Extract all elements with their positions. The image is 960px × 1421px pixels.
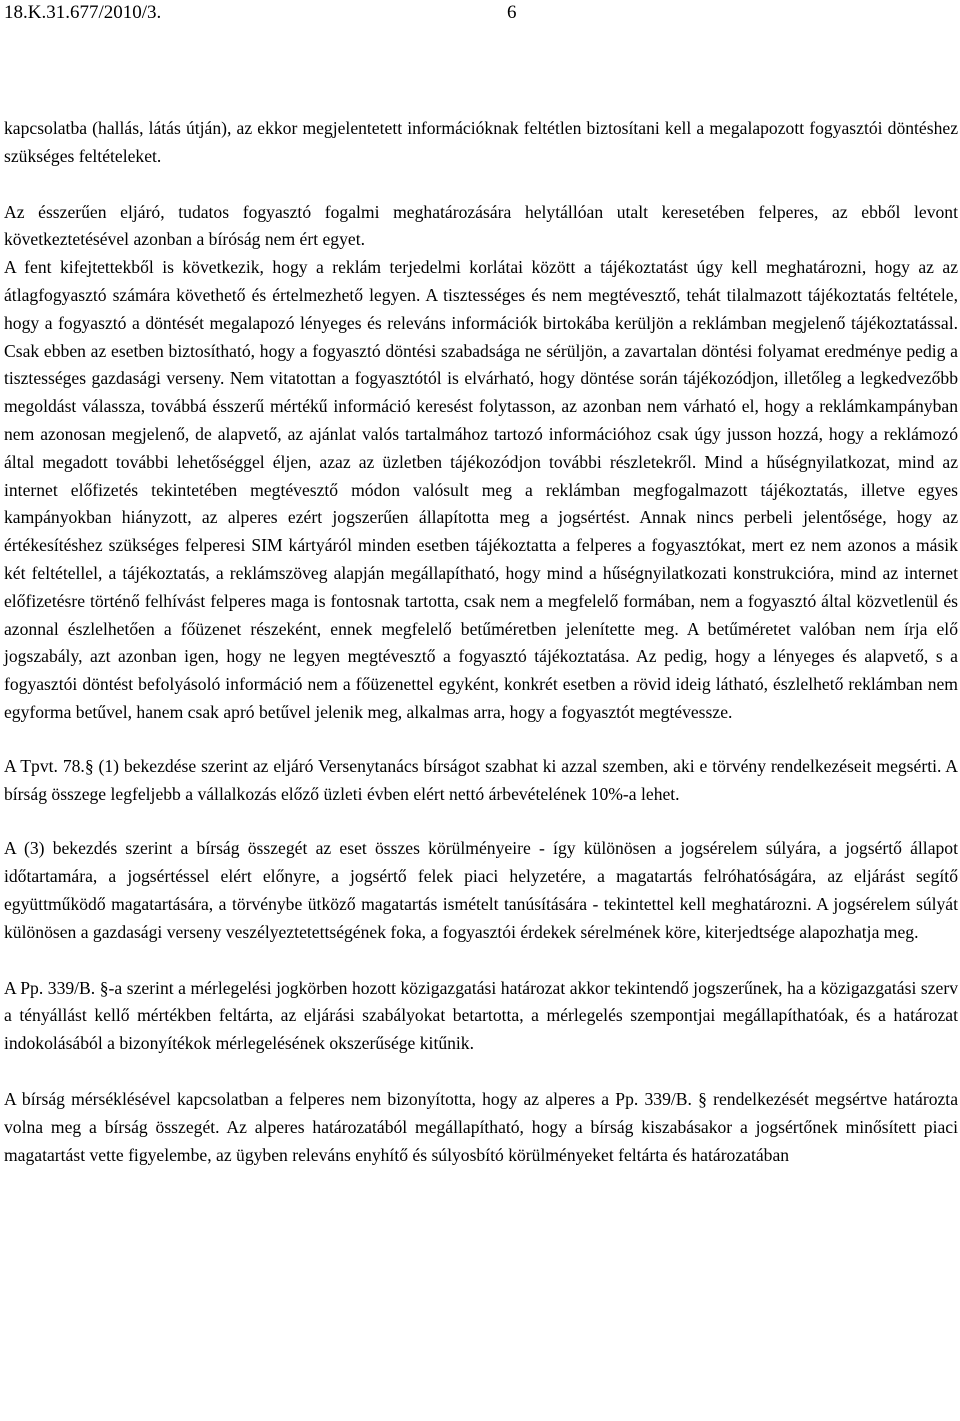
paragraph-fine-factors: A (3) bekezdés szerint a bírság összegét az eset összes körülményeire - így különösen a jogsérelem súlyára, a jogsértő állapot időtartamára, a jogsértéssel elért előnyre, a jogsértő felek piaci helyzetére, a magatartás felróhatóságára, az eljárást segítő együttműködő magatartására, a törvénybe ütköző magatartás ismételt tanúsítására - tekintettel kell meghatározni. A jogsérelem súlyát különösen a gazdasági verseny veszélyeztetettségének foka, a fogyasztói érdekek sérelmének köre, kiterjedtsége alapozhatja meg.	[4, 838, 958, 942]
page-number: 6	[507, 2, 517, 23]
paragraph-fine-reduction: A bírság mérséklésével kapcsolatban a felperes nem bizonyította, hogy az alperes a Pp. 339/B. § rendelkezését megsértve határozta volna meg a bírság összegét. Az alperes határozatából megállapítható, hogy a bírság kiszabásakor a jogsértőnek minősített piaci magatartást vette figyelembe, az ügyben releváns enyhítő és súlyosbító körülményeket feltárta és határozatában	[4, 1088, 958, 1165]
paragraph-tpvt-78: A Tpvt. 78.§ (1) bekezdése szerint az eljáró Versenytanács bírságot szabhat ki azzal szemben, aki e törvény rendelkezéseit megsérti. A bírság összege legfeljebb a vállalkozás előző üzleti évben elért nettó árbevételének 10%-a lehet.	[4, 755, 958, 804]
paragraph-reasonable-consumer: Az ésszerűen eljáró, tudatos fogyasztó fogalmi meghatározására helytállóan utalt keresetében felperes, az ebből levont következtetésével azonban a bíróság nem ért egyet.	[4, 201, 958, 250]
case-reference: 18.K.31.677/2010/3.	[4, 2, 162, 23]
page-header	[4, 0, 958, 26]
paragraph-continuation: kapcsolatba (hallás, látás útján), az ekkor megjelentetett információknak feltétlen biztosítani kell a megalapozott fogyasztói döntéshez szükséges feltételeket.	[4, 118, 958, 166]
paragraph-advertising-limits: A fent kifejtettekből is következik, hogy a reklám terjedelmi korlátai között a tájékoztatást úgy kell meghatározni, hogy az az átlagfogyasztó számára követhető és értelmezhető legyen. A tisztességes és nem megtévesztő, tehát tilalmazott tájékoztatás feltétele, hogy a fogyasztó a döntését megalapozó lényeges és releváns információk birtokába kerüljön a reklámban megjelenő tájékoztatással. Csak ebben az esetben biztosítható, hogy a fogyasztó döntési szabadsága ne sérüljön, a zavartalan döntési folyamat eredménye pedig a tisztességes gazdasági verseny. Nem vitatottan a fogyasztótól is elvárható, hogy döntése során tájékozódjon, illetőleg a legkedvezőbb megoldást válassza, továbbá ésszerű mértékű információ keresést folytasson, az azonban nem várható el, hogy a reklámkampányban nem azonosan megjelenő, de alapvető, az ajánlat valós tartalmához tartozó információhoz csak úgy jusson hozzá, hogy a reklámozó által megadott további lehetőséggel éljen, azaz az üzletben tájékozódjon további részletekről. Mind a hűségnyilatkozat, mind az internet előfizetés tekintetében megtévesztő módon valósult meg a reklámban megfogalmazott tájékoztatás, illetve egyes kampányokban hiányzott, az alperes ezért jogszerűen állapította meg a jogsértést. Annak nincs perbeli jelentősége, hogy az értékesítéshez szükséges felperesi SIM kártyáról minden esetben tájékoztatta a felperes a fogyasztókat, mert ez nem azonos a másik két feltétellel, a tájékoztatás, a reklámszöveg alapján megállapítható, hogy mind a hűségnyilatkozati konstrukcióra, mind az internet előfizetésre történő felhívást felperes maga is fontosnak tartotta, csak nem a megfelelő formában, nem a fogyasztó által közvetlenül és azonnal észlelhetően a főüzenet részeként, ennek megfelelő betűméretben jelenítette meg. A betűméretet valóban nem írja elő jogszabály, azt azonban igen, hogy ne legyen megtévesztő a fogyasztó tájékoztatása. Az pedig, hogy a lényeges és alapvető, s a fogyasztói döntést befolyásoló információ nem a főüzenettel egyként, konkrét esetben a rövid ideig látható, észlelhető reklámban nem egyforma betűvel, hanem csak apró betűvel jelenik meg, alkalmas arra, hogy a fogyasztót megtévessze.	[4, 257, 958, 722]
document-page	[4, 0, 958, 1169]
paragraph-pp-339b: A Pp. 339/B. §-a szerint a mérlegelési jogkörben hozott közigazgatási határozat akkor tekintendő jogszerűnek, ha a közigazgatási szerv a tényállást kellő mértékben feltárta, az eljárási szabályokat betartotta, a mérlegelés szempontjai megállapíthatóak, és a határozat indokolásából a bizonyítékok mérlegelésének okszerűsége kitűnik.	[4, 977, 958, 1054]
